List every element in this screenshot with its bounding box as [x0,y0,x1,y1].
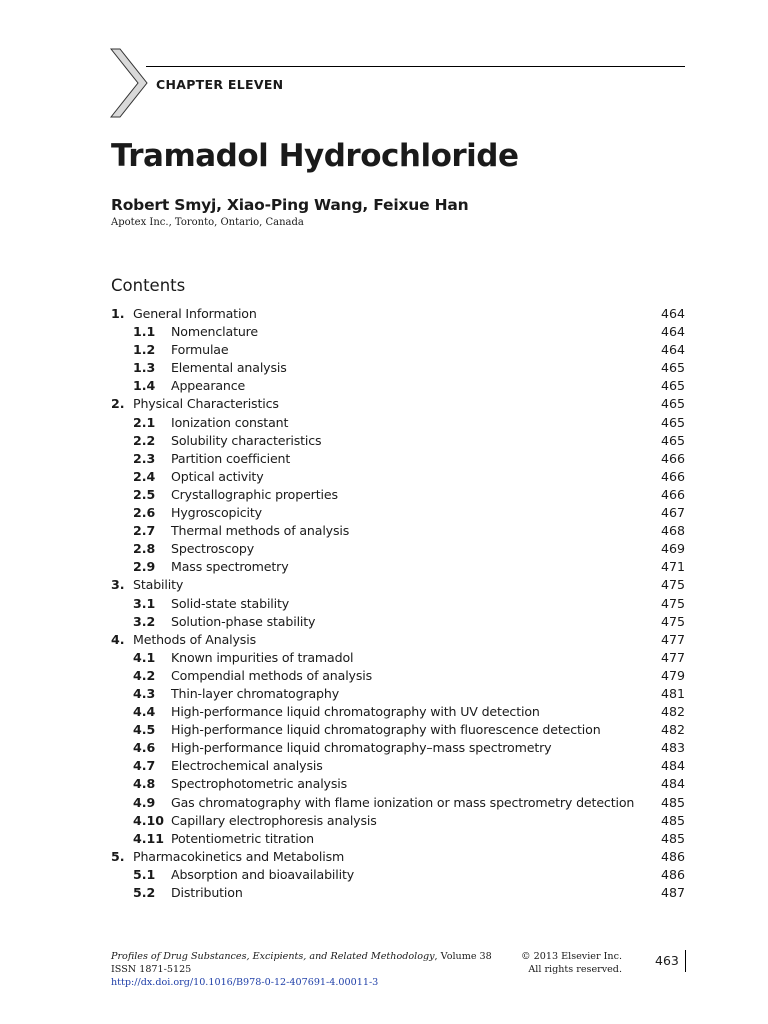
toc-entry-number: 5.2 [133,885,156,900]
footer-copyright-line: © 2013 Elsevier Inc. [521,951,622,962]
page-number: 463 [655,953,679,968]
toc-entry-number: 4.5 [133,722,156,738]
toc-entry[interactable] [111,450,685,468]
toc-entry-page: 465 [660,432,685,448]
toc-entry[interactable] [111,721,685,739]
toc-entry-number: 1.3 [133,360,156,376]
toc-entry-title: Physical Characteristics [133,396,279,412]
contents-heading: Contents [111,276,186,295]
toc-entry-title: Nomenclature [171,324,259,340]
affiliation: Apotex Inc., Toronto, Ontario, Canada [111,217,304,228]
toc-entry-title: Stability [133,577,184,593]
toc-entry-number: 3.2 [133,613,156,629]
toc-entry[interactable] [111,540,685,558]
toc-entry-number: 1.4 [133,378,156,394]
toc-entry-page: 482 [660,704,685,720]
footer-citation [111,950,492,989]
toc-entry[interactable] [111,504,685,522]
toc-entry[interactable] [111,377,685,395]
toc-entry-page: 486 [660,866,685,882]
toc-entry-title: Elemental analysis [171,360,287,376]
toc-entry-title: Mass spectrometry [171,559,289,575]
page-number-bar [685,950,686,972]
toc-entry-number: 5. [111,848,125,864]
toc-entry[interactable] [111,595,685,613]
toc-entry-number: 3. [111,577,125,593]
toc-entry-number: 1. [111,306,125,321]
toc-entry-title: High-performance liquid chromatography with fluorescence detection [171,722,601,738]
toc-entry[interactable] [111,685,685,703]
toc-entry-title: Partition coefficient [171,450,291,466]
toc-entry[interactable] [111,703,685,721]
toc-entry-page: 486 [660,848,685,864]
toc-entry[interactable] [111,468,685,486]
toc-entry-title: Crystallographic properties [171,486,338,502]
toc-entry[interactable] [111,323,685,341]
toc-entry-number: 2.1 [133,414,156,430]
toc-entry[interactable] [111,812,685,830]
toc-entry-number: 2. [111,396,125,412]
toc-entry[interactable] [111,667,685,685]
toc-entry[interactable] [111,884,685,902]
toc-entry-title: Hygroscopicity [171,505,262,521]
toc-entry-page: 465 [660,378,685,394]
footer-doi-link[interactable]: http://dx.doi.org/10.1016/B978-0-12-407691-4.00011-3 [111,977,379,988]
toc-entry-title: Potentiometric titration [171,830,315,846]
toc-entry-page: 466 [660,486,685,502]
toc-entry-page: 477 [660,649,685,665]
toc-entry-title: Gas chromatography with flame ionization or mass spectrometry detection [171,794,635,810]
toc-entry[interactable] [111,848,685,866]
toc-entry-page: 471 [660,559,685,575]
toc-entry[interactable] [111,558,685,576]
toc-entry-title: General Information [133,306,257,321]
toc-entry[interactable] [111,794,685,812]
toc-entry-title: High-performance liquid chromatography–mass spectrometry [171,740,552,756]
toc-entry-title: High-performance liquid chromatography with UV detection [171,704,540,720]
toc-entry-title: Compendial methods of analysis [171,667,373,683]
toc-entry-number: 4.8 [133,776,156,792]
toc-entry[interactable] [111,631,685,649]
toc-entry[interactable] [111,830,685,848]
toc-entry-title: Ionization constant [171,414,289,430]
toc-entry-title: Capillary electrophoresis analysis [171,812,377,828]
toc-entry-number: 5.1 [133,866,156,882]
toc-entry[interactable] [111,395,685,413]
toc-entry-title: Spectroscopy [171,541,255,557]
toc-entry-page: 465 [660,360,685,376]
toc-entry-title: Formulae [171,342,229,358]
toc-entry-number: 2.2 [133,432,156,448]
toc-entry-page: 465 [660,396,685,412]
toc-entry-title: Solution-phase stability [171,613,316,629]
toc-entry-page: 482 [660,722,685,738]
toc-entry-page: 464 [660,306,685,321]
toc-entry-number: 2.4 [133,468,156,484]
toc-entry-number: 2.3 [133,450,156,466]
toc-entry[interactable] [111,305,685,323]
toc-entry-page: 484 [660,758,685,774]
chapter-title: Tramadol Hydrochloride [111,138,519,174]
toc-entry-title: Known impurities of tramadol [171,649,354,665]
toc-entry-page: 467 [660,505,685,521]
footer-volume: , Volume 38 [434,951,492,962]
footer-issn: ISSN 1871-5125 [111,964,192,975]
page-footer [111,950,685,1000]
toc-entry[interactable] [111,522,685,540]
toc-entry-page: 466 [660,450,685,466]
authors: Robert Smyj, Xiao-Ping Wang, Feixue Han [111,196,469,214]
toc-entry-title: Pharmacokinetics and Metabolism [133,848,345,864]
toc-entry-number: 2.9 [133,559,156,575]
chapter-chevron-icon [110,48,150,118]
toc-entry-page: 481 [660,685,685,701]
toc-entry-number: 2.6 [133,505,156,521]
toc-entry[interactable] [111,866,685,884]
toc-entry-page: 469 [660,541,685,557]
toc-entry-page: 479 [660,667,685,683]
toc-entry-number: 1.1 [133,324,156,340]
toc-entry-title: Optical activity [171,468,264,484]
toc-entry-page: 485 [660,812,685,828]
toc-entry[interactable] [111,359,685,377]
toc-entry-page: 464 [660,324,685,340]
toc-entry-title: Distribution [171,885,243,900]
toc-entry-title: Electrochemical analysis [171,758,323,774]
toc-entry[interactable] [111,757,685,775]
toc-entry-page: 475 [660,595,685,611]
toc-entry-number: 3.1 [133,595,156,611]
toc-entry-title: Absorption and bioavailability [171,866,355,882]
toc-entry-title: Appearance [171,378,246,394]
toc-entry-title: Thermal methods of analysis [171,523,350,539]
toc-entry-page: 466 [660,468,685,484]
toc-entry-page: 477 [660,631,685,647]
footer-series-title: Profiles of Drug Substances, Excipients, and Related Methodology [111,951,435,962]
toc-entry[interactable] [111,341,685,359]
toc-entry-number: 1.2 [133,342,156,358]
toc-entry[interactable] [111,649,685,667]
toc-entry-page: 485 [660,794,685,810]
toc-entry-number: 2.8 [133,541,156,557]
footer-copyright [504,950,622,976]
toc-entry-page: 484 [660,776,685,792]
toc-entry-page: 475 [660,613,685,629]
footer-rights-line: All rights reserved. [528,964,622,975]
toc-entry-number: 4.9 [133,794,156,810]
toc-entry-number: 4. [111,631,125,647]
toc-entry-page: 475 [660,577,685,593]
toc-entry-number: 4.1 [133,649,156,665]
toc-entry-title: Solubility characteristics [171,432,322,448]
chapter-label: CHAPTER ELEVEN [156,77,284,92]
toc-entry[interactable] [111,613,685,631]
toc-entry-page: 468 [660,523,685,539]
toc-entry-number: 4.6 [133,740,156,756]
toc-entry-number: 2.7 [133,523,156,539]
toc-entry[interactable] [111,576,685,594]
toc-entry[interactable] [111,739,685,757]
toc-entry-page: 483 [660,740,685,756]
toc-entry[interactable] [111,486,685,504]
toc-entry-page: 487 [660,885,685,900]
toc-entry-number: 4.2 [133,667,156,683]
toc-entry[interactable] [111,775,685,793]
toc-entry-page: 464 [660,342,685,358]
toc-entry[interactable] [111,414,685,432]
toc-entry-page: 485 [660,830,685,846]
toc-entry-number: 4.7 [133,758,156,774]
chapter-rule [146,66,685,67]
toc-entry-title: Solid-state stability [171,595,290,611]
toc-entry-title: Methods of Analysis [133,631,256,647]
toc-entry-number: 4.10 [133,812,165,828]
toc-entry-title: Spectrophotometric analysis [171,776,348,792]
toc-entry-number: 4.4 [133,704,156,720]
toc-entry-number: 2.5 [133,486,156,502]
toc-entry-page: 465 [660,414,685,430]
toc-entry-title: Thin-layer chromatography [171,685,340,701]
toc-entry-number: 4.11 [133,830,165,846]
table-of-contents [111,305,685,902]
toc-entry[interactable] [111,432,685,450]
toc-entry-number: 4.3 [133,685,156,701]
